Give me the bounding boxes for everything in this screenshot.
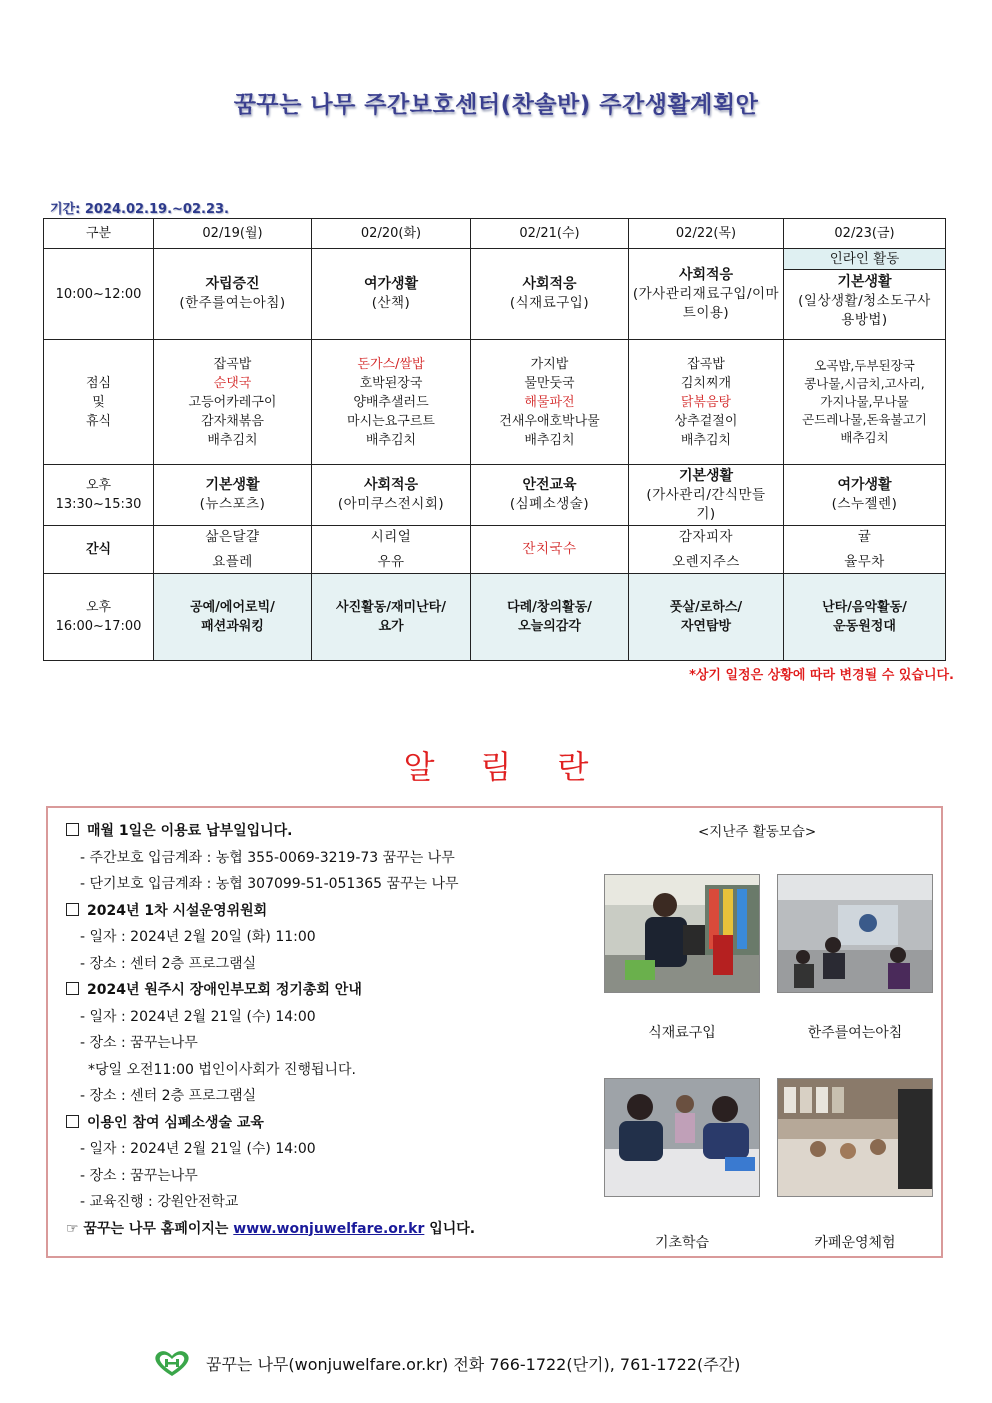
lunch-mon	[154, 340, 312, 465]
afternoon1-wed-sub: (심폐소생술)	[509, 496, 590, 512]
snack-item: 율무차	[844, 553, 885, 570]
header-wed: 02/21(수)	[471, 219, 629, 249]
photo-basic-learning	[604, 1078, 760, 1197]
menu-item: 물만둣국	[524, 375, 575, 391]
menu-item: 김치찌개	[680, 375, 732, 391]
notice-detail: *당일 오전11:00 법인이사회가 진행됩니다.	[88, 1061, 357, 1078]
afternoon1-label-1: 오후	[85, 478, 112, 493]
menu-item: 양배추샐러드	[353, 394, 429, 410]
notice-detail: - 일자 : 2024년 2월 20일 (화) 11:00	[80, 929, 316, 945]
homepage-prefix: ☞ 꿈꾸는 나무 홈페이지는	[66, 1220, 229, 1237]
table-header-row	[44, 219, 946, 249]
menu-item: 배추김치	[840, 430, 889, 445]
snack-wed	[471, 526, 629, 574]
menu-item: 돈가스/쌀밥	[357, 356, 425, 372]
activity-line: 다례/창의활동/	[507, 600, 592, 615]
header-category: 구분	[44, 219, 154, 249]
morning-wed-title: 사회적응	[522, 276, 577, 292]
menu-item: 배추김치	[365, 432, 417, 448]
lunch-row	[44, 340, 946, 465]
menu-item: 마시는요구르트	[347, 413, 435, 429]
afternoon1-thu	[629, 465, 784, 526]
notice-detail: - 장소 : 꿈꾸는나무	[80, 1035, 198, 1051]
menu-item: 잡곡밥	[687, 356, 725, 372]
homepage-suffix: 입니다.	[429, 1220, 476, 1237]
tree-heart-logo-icon	[150, 1348, 194, 1382]
menu-item: 가지나물,무나물	[820, 394, 909, 409]
morning-tue	[312, 249, 471, 340]
lunch-thu	[629, 340, 784, 465]
homepage-link[interactable]: www.wonjuwelfare.or.kr	[233, 1220, 425, 1237]
snack-fri	[784, 526, 946, 574]
homepage-line	[66, 1216, 586, 1243]
morning-fri-sub: (일상생활/청소도구사용방법)	[798, 293, 931, 328]
activity-line: 공예/에어로빅/	[190, 600, 275, 615]
morning-mon-title: 자립증진	[205, 276, 260, 292]
notice-text: 이용인 참여 심폐소생술 교육	[87, 1114, 264, 1131]
afternoon1-fri	[784, 465, 946, 526]
snack-item: 감자피자	[678, 528, 734, 545]
lunch-wed	[471, 340, 629, 465]
activity-line: 풋살/로하스/	[669, 600, 743, 615]
notice-detail: - 장소 : 센터 2층 프로그램실	[80, 1088, 257, 1104]
weekly-plan-table	[43, 218, 946, 661]
lunch-label	[44, 340, 154, 465]
activity-line: 사진활동/재미난타/	[336, 600, 446, 615]
snack-label: 간식	[44, 526, 154, 574]
afternoon1-fri-sub: (스누젤렌)	[831, 496, 898, 512]
afternoon1-tue	[312, 465, 471, 526]
morning-fri	[784, 249, 946, 340]
notice-text: 매월 1일은 이용료 납부일입니다.	[87, 823, 293, 839]
morning-row	[44, 249, 946, 340]
afternoon1-label-2: 13:30~15:30	[55, 497, 142, 512]
gallery-caption: <지난주 활동모습>	[698, 824, 817, 840]
menu-item: 오곡밥,두부된장국	[814, 358, 915, 373]
activity-line: 난타/음악활동/	[822, 600, 907, 615]
snack-item: 시리얼	[370, 528, 412, 545]
notice-detail: - 일자 : 2024년 2월 21일 (수) 14:00	[80, 1141, 316, 1157]
photo-caption: 기초학습	[654, 1235, 710, 1251]
menu-item: 배추김치	[207, 432, 258, 448]
photo-grocery-shopping	[604, 874, 760, 993]
afternoon2-mon	[154, 574, 312, 661]
notice-detail: - 장소 : 센터 2층 프로그램실	[80, 955, 257, 972]
photo-weekly-opening	[777, 874, 933, 993]
afternoon1-label	[44, 465, 154, 526]
afternoon1-tue-sub: (아미쿠스전시회)	[337, 496, 445, 512]
menu-item: 가지밥	[530, 356, 569, 372]
menu-item: 잡곡밥	[213, 356, 252, 372]
afternoon1-wed-title: 안전교육	[522, 477, 577, 493]
afternoon1-fri-title: 여가생활	[837, 477, 892, 493]
menu-item: 콩나물,시금치,고사리,	[804, 376, 925, 391]
afternoon1-wed	[471, 465, 629, 526]
page-title: 꿈꾸는 나무 주간보호센터(찬솔반) 주간생활계획안	[233, 92, 759, 118]
checkbox-icon	[66, 903, 79, 916]
morning-thu	[629, 249, 784, 340]
snack-item: 귤	[857, 528, 872, 545]
snack-tue	[312, 526, 471, 574]
activity-line: 오늘의감각	[518, 619, 581, 634]
snack-row	[44, 526, 946, 574]
afternoon1-mon-title: 기본생활	[205, 477, 260, 493]
notice-item	[66, 977, 586, 1004]
afternoon2-fri	[784, 574, 946, 661]
afternoon1-row	[44, 465, 946, 526]
photo-cafe-experience	[777, 1078, 933, 1197]
menu-item: 호박된장국	[359, 375, 423, 391]
afternoon2-wed	[471, 574, 629, 661]
menu-item: 배추김치	[524, 432, 575, 448]
snack-item: 삶은달걀	[205, 528, 260, 545]
activity-line: 운동원정대	[833, 619, 896, 634]
notice-detail: - 장소 : 꿈꾸는나무	[80, 1167, 198, 1184]
notice-text: 2024년 원주시 장애인부모회 정기총회 안내	[87, 982, 362, 998]
notice-list	[66, 818, 586, 1242]
morning-mon	[154, 249, 312, 340]
snack-thu	[629, 526, 784, 574]
notice-item	[66, 1110, 586, 1137]
lunch-label-2: 및	[92, 394, 105, 410]
checkbox-icon	[66, 823, 79, 836]
menu-item: 닭볶음탕	[680, 394, 732, 410]
afternoon2-label-1: 오후	[85, 600, 112, 615]
morning-wed	[471, 249, 629, 340]
notice-board-title: 알림란	[403, 748, 635, 786]
notice-detail: - 교육진행 : 강원안전학교	[80, 1194, 239, 1210]
morning-thu-sub: (가사관리재료구입/이마트이용)	[632, 285, 780, 321]
header-tue: 02/20(화)	[312, 219, 471, 249]
afternoon2-label	[44, 574, 154, 661]
notice-detail: - 일자 : 2024년 2월 21일 (수) 14:00	[80, 1008, 316, 1025]
lunch-tue	[312, 340, 471, 465]
footer-contact: 꿈꾸는 나무(wonjuwelfare.or.kr) 전화 766-1722(단기), 761-1722(주간)	[206, 1355, 741, 1374]
notice-item	[66, 898, 586, 925]
afternoon1-thu-title: 기본생활	[678, 467, 734, 484]
menu-item: 곤드레나물,돈육불고기	[802, 412, 927, 427]
afternoon2-label-2: 16:00~17:00	[55, 619, 142, 634]
lunch-label-3: 휴식	[85, 413, 112, 429]
morning-tue-title: 여가생활	[363, 276, 419, 292]
header-mon: 02/19(월)	[154, 219, 312, 249]
photo-caption: 식재료구입	[648, 1025, 716, 1041]
footer	[150, 1348, 910, 1378]
menu-item: 해물파전	[524, 394, 575, 410]
menu-item: 고등어카레구이	[188, 394, 277, 410]
lunch-label-1: 점심	[85, 375, 112, 391]
header-thu: 02/22(목)	[629, 219, 784, 249]
checkbox-icon	[66, 982, 79, 995]
morning-mon-sub: (한주를여는아침)	[179, 295, 286, 311]
notice-item	[66, 818, 586, 845]
lunch-fri	[784, 340, 946, 465]
afternoon1-tue-title: 사회적응	[363, 477, 419, 493]
snack-item: 오렌지주스	[672, 553, 740, 570]
afternoon2-thu	[629, 574, 784, 661]
menu-item: 배추김치	[680, 432, 732, 448]
menu-item: 순댓국	[213, 375, 252, 391]
menu-item: 상추겉절이	[674, 413, 738, 429]
online-activity-label: 인라인 활동	[784, 249, 945, 270]
morning-label: 10:00~12:00	[44, 249, 154, 340]
menu-item: 건새우애호박나물	[499, 413, 600, 429]
schedule-change-note: *상기 일정은 상황에 따라 변경될 수 있습니다.	[689, 668, 954, 683]
photo-caption: 한주를여는아침	[807, 1025, 903, 1041]
afternoon1-mon-sub: (뉴스포츠)	[199, 496, 266, 512]
morning-wed-sub: (식재료구입)	[509, 295, 590, 311]
morning-tue-sub: (산책)	[371, 295, 411, 311]
notice-detail: - 주간보호 입금계좌 : 농협 355-0069-3219-73 꿈꾸는 나무	[80, 849, 455, 866]
afternoon2-row	[44, 574, 946, 661]
snack-item: 요플레	[212, 553, 253, 570]
morning-thu-title: 사회적응	[678, 266, 734, 283]
notice-detail: - 단기보호 입금계좌 : 농협 307099-51-051365 꿈꾸는 나무	[80, 876, 459, 892]
menu-item: 감자채볶음	[201, 413, 264, 429]
snack-item: 잔치국수	[522, 541, 577, 557]
morning-fri-title: 기본생활	[837, 274, 892, 290]
notice-box	[46, 806, 943, 1258]
activity-line: 패션과워킹	[201, 619, 264, 634]
snack-mon	[154, 526, 312, 574]
afternoon2-tue	[312, 574, 471, 661]
header-fri: 02/23(금)	[784, 219, 946, 249]
afternoon1-thu-sub: (가사관리/간식만들기)	[646, 486, 766, 522]
photo-caption: 카페운영체험	[814, 1235, 896, 1251]
activity-line: 요가	[378, 619, 404, 634]
activity-line: 자연탐방	[680, 619, 732, 634]
checkbox-icon	[66, 1115, 79, 1128]
period-label: 기간: 2024.02.19.~02.23.	[50, 202, 229, 217]
notice-text: 2024년 1차 시설운영위원회	[87, 902, 268, 919]
snack-item: 우유	[377, 553, 405, 570]
afternoon1-mon	[154, 465, 312, 526]
